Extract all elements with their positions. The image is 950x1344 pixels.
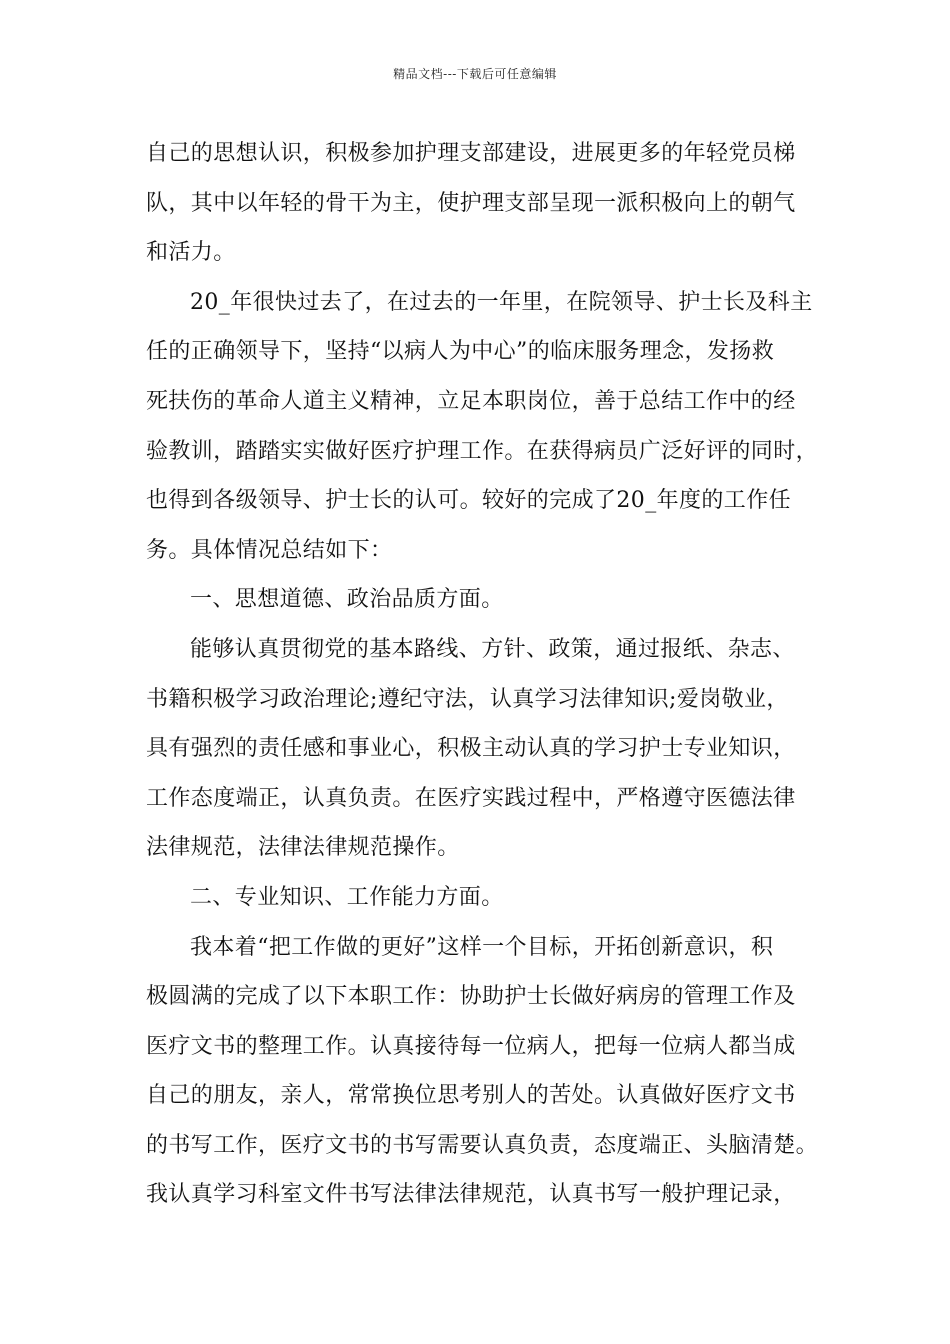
text-line: 务。具体情况总结如下： (146, 537, 393, 563)
page-header: 精品文档---下载后可任意编辑 (393, 67, 557, 81)
section-heading: 一、思想道德、政治品质方面。 (190, 587, 504, 613)
paragraph-start-line: 能够认真贯彻党的基本路线、方针、政策，通过报纸、杂志、 (190, 636, 795, 662)
text-line: 医疗文书的整理工作。认真接待每一位病人，把每一位病人都当成 (146, 1033, 796, 1059)
text-line: 法律规范，法律法律规范操作。 (146, 835, 460, 861)
text-line: 死扶伤的革命人道主义精神，立足本职岗位，善于总结工作中的经 (146, 388, 796, 414)
paragraph-start-line: 20_年很快过去了，在过去的一年里，在院领导、护士长及科主 (190, 289, 813, 315)
text-line: 和活力。 (146, 240, 236, 266)
text-line: 具有强烈的责任感和事业心，积极主动认真的学习护士专业知识， (146, 736, 796, 762)
paragraph-start-line: 我本着“把工作做的更好”这样一个目标，开拓创新意识，积 (190, 934, 774, 960)
text-line: 我认真学习科室文件书写法律法律规范，认真书写一般护理记录， (146, 1182, 796, 1208)
text-line: 工作态度端正，认真负责。在医疗实践过程中，严格遵守医德法律 (146, 785, 796, 811)
text-line: 验教训，踏踏实实做好医疗护理工作。在获得病员广泛好评的同时， (146, 438, 819, 464)
text-line: 也得到各级领导、护士长的认可。较好的完成了20_年度的工作任 (146, 488, 791, 514)
text-line: 自己的思想认识，积极参加护理支部建设，进展更多的年轻党员梯 (146, 141, 796, 166)
text-line: 队，其中以年轻的骨干为主，使护理支部呈现一派积极向上的朝气 (146, 190, 796, 216)
text-line: 极圆满的完成了以下本职工作：协助护士长做好病房的管理工作及 (146, 984, 796, 1010)
document-body (146, 129, 826, 1220)
text-line: 的书写工作，医疗文书的书写需要认真负责，态度端正、头脑清楚。 (146, 1132, 819, 1158)
text-line: 自己的朋友，亲人，常常换位思考别人的苦处。认真做好医疗文书 (146, 1083, 796, 1109)
text-line: 书籍积极学习政治理论;遵纪守法，认真学习法律知识;爱岗敬业， (146, 686, 789, 712)
text-line: 任的正确领导下，坚持“以病人为中心”的临床服务理念，发扬救 (146, 339, 775, 365)
section-heading: 二、专业知识、工作能力方面。 (190, 884, 504, 910)
